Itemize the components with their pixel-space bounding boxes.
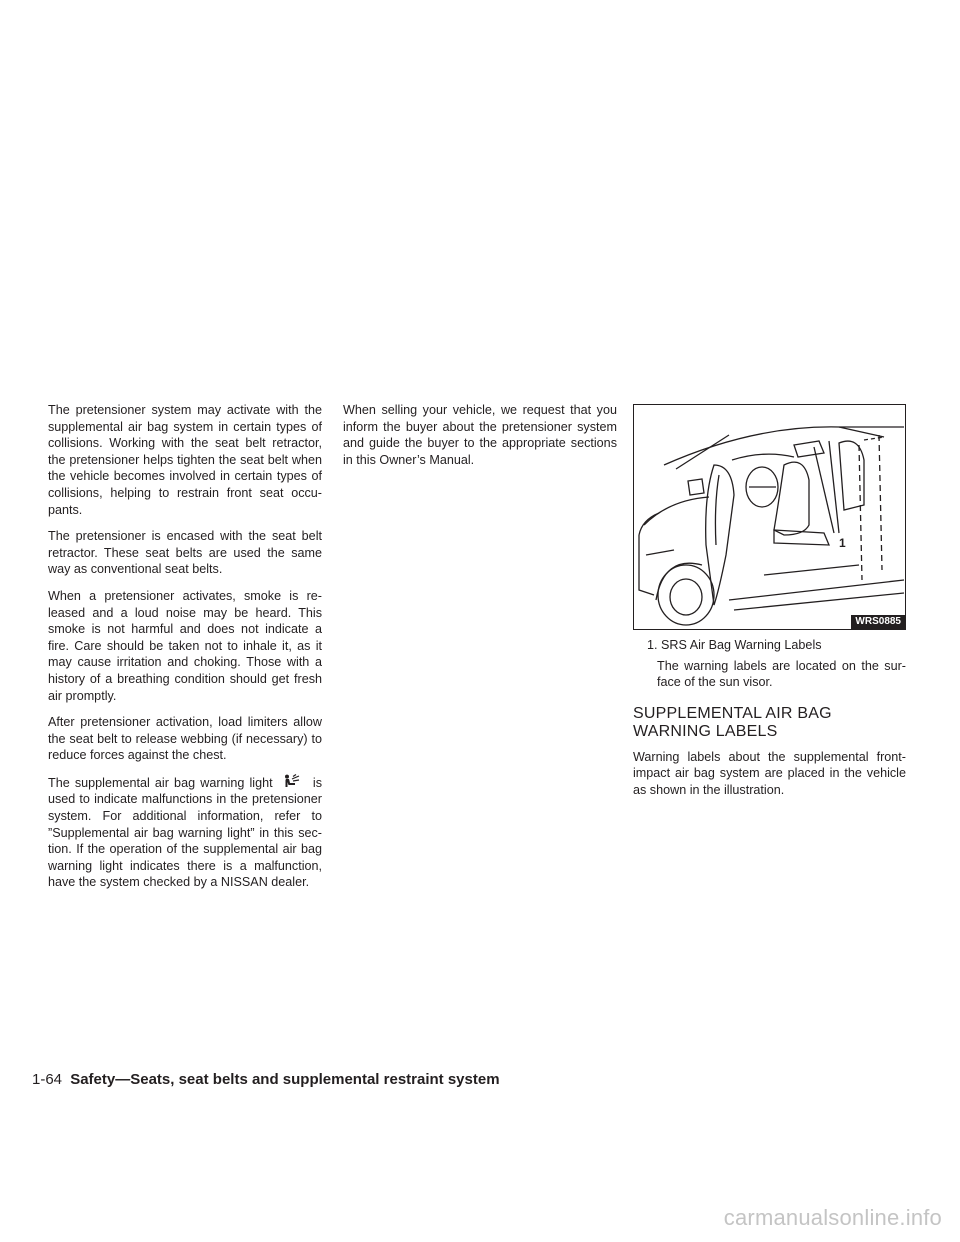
- page-number: 1-64: [32, 1071, 63, 1088]
- car-interior-drawing: [634, 405, 905, 629]
- paragraph: When a pretensioner activates, smoke is re-leased and a loud noise may be heard. This smoke is not harmful and does not indicate a fire. Care should be taken not to inhale it, as it may cause irritation and choking. Those with a history of a breathing condition should get fresh air promptly.: [48, 588, 322, 703]
- paragraph-warning-light: [48, 774, 322, 891]
- callout-number: 1: [839, 536, 846, 550]
- column-3: [633, 402, 906, 799]
- column-1: [48, 402, 322, 901]
- heading-line-1: SUPPLEMENTAL AIR BAG: [633, 704, 832, 722]
- page-footer: [32, 1071, 500, 1088]
- airbag-warning-light-icon: [278, 774, 308, 788]
- caption-item: 1. SRS Air Bag Warning Labels: [647, 638, 822, 652]
- section-heading: [633, 705, 906, 741]
- paragraph: Warning labels about the supplemental front-impact air bag system are placed in the vehicle as shown in the illustration.: [633, 749, 906, 797]
- paragraph: When selling your vehicle, we request that you inform the buyer about the pretensioner system and guide the buyer to the appropriate sections in this Owner’s Manual.: [343, 403, 617, 467]
- paragraph: The pretensioner system may activate with the supplemental air bag system in certain types of collisions. Working with the seat belt retractor, the pretensioner helps tighten the seat belt when the vehicle becomes involved in certain types of collisions, helping to restrain front seat occu-pants.: [48, 403, 322, 517]
- figure-code: WRS0885: [851, 615, 905, 629]
- caption-description: The warning labels are located on the sur-face of the sun visor.: [657, 658, 906, 690]
- section-title: Safety—Seats, seat belts and supplemental restraint system: [70, 1071, 500, 1088]
- text-after-icon: is used to indicate malfunctions in the pretensioner system. For additional information, refer to ”Supplemental air bag warning light” in this sec-tion. If the operation of the supplemental air bag warning light indicates there is a malfunction, have the system checked by a NISSAN dealer.: [48, 775, 323, 890]
- text-before-icon: The supplemental air bag warning light: [48, 775, 273, 790]
- heading-line-2: WARNING LABELS: [633, 722, 778, 740]
- watermark: carmanualsonline.info: [723, 1205, 942, 1230]
- paragraph: After pretensioner activation, load limiters allow the seat belt to release webbing (if necessary) to reduce forces against the chest.: [48, 715, 322, 763]
- column-2: [343, 402, 617, 478]
- vehicle-illustration: [633, 404, 906, 630]
- paragraph: The pretensioner is encased with the seat belt retractor. These seat belts are used the same way as conventional seat belts.: [48, 529, 322, 577]
